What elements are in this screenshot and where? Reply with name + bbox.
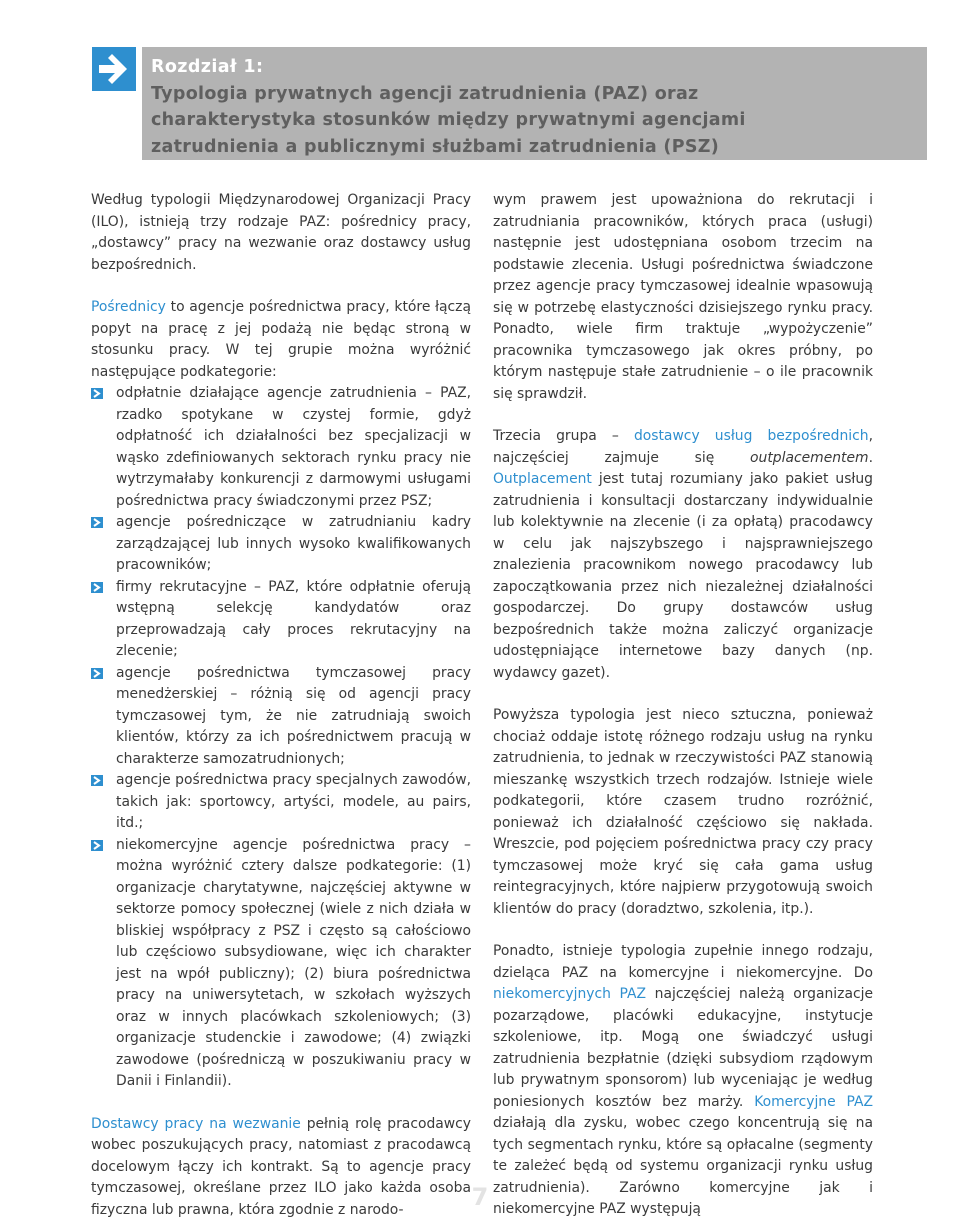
intro-paragraph: Według typologii Międzynarodowej Organizacji Pracy (ILO), istnieją trzy rodzaje PAZ: pośrednicy pracy, „dostawcy” pracy na wezwanie oraz dostawcy usług bezpośrednich. <box>91 190 471 276</box>
bullet-arrow-icon <box>91 775 103 786</box>
list-item <box>91 577 471 663</box>
term-outplacement: Outplacement <box>493 471 592 487</box>
third-group-paragraph <box>493 426 873 684</box>
continuation-paragraph: wym prawem jest upoważniona do rekrutacji i zatrudniania pracowników, których praca (usługi) następnie jest udostępniana osobom trzecim na podstawie zlecenia. Usługi pośrednictwa świadczone przez agencje pracy tymczasowej idealnie wpasowują się w potrzebę elastyczności dzisiejszego rynku pracy. Ponadto, wiele firm traktuje „wypożyczenie” pracownika tymczasowego jak okres próbny, po którym następuje stałe zatrudnienie – o ile pracownik się sprawdził. <box>493 190 873 405</box>
bullet-arrow-icon <box>91 582 103 593</box>
commercial-text-c: działają dla zysku, wobec czego koncentrują się na tych segmentach rynku, które są opłacalne (segmenty te zależeć będą od systemu organizacji rynku usług zatrudnienia). Zarówno komercyjne jak i niekomercyjne PAZ występują <box>493 1115 873 1217</box>
list-item <box>91 512 471 577</box>
commercial-paragraph <box>493 941 873 1221</box>
third-group-text-c: . <box>869 450 873 466</box>
list-item-text: agencje pośrednictwa tymczasowej pracy menedżerskiej – różnią się od agencji pracy tymczasowej tym, że nie zatrudniają swoich klientów, którzy za ich pośrednictwem pracują w charakterze samozatrudnionych; <box>116 665 471 767</box>
chapter-title: Typologia prywatnych agencji zatrudnienia (PAZ) oraz charakterystyka stosunków między prywatnymi agencjami zatrudnienia a publicznymi służbami zatrudnienia (PSZ) <box>151 81 921 161</box>
third-group-text-a: Trzecia grupa – <box>493 428 634 444</box>
bullet-arrow-icon <box>91 840 103 851</box>
typology-paragraph: Powyższa typologia jest nieco sztuczna, ponieważ chociaż oddaje istotę różnego rodzaju usług na rynku zatrudnienia, to jednak w rzeczywistości PAZ stanowią mieszankę wszystkich trzech rodzajów. Istnieje wiele podkategorii, które czasem trudno rozróżnić, ponieważ ich działalność częściowo się nakłada. Wreszcie, pod pojęciem pośrednictwa pracy czy pracy tymczasowej może kryć się cała gama usług reintegracyjnych, które najpierw przygotowują swoich klientów do pracy (doradztwo, szkolenia, itp.). <box>493 705 873 920</box>
arrow-right-icon <box>97 54 131 84</box>
right-column <box>493 190 873 1221</box>
subcategory-list <box>91 383 471 1093</box>
third-group-text-b: , najczęściej zajmuje się <box>493 428 873 466</box>
term-dostawcy-uslug: dostawcy usług bezpośrednich <box>634 428 869 444</box>
term-niekomercyjne: niekomercyjnych PAZ <box>493 986 646 1002</box>
list-item <box>91 663 471 771</box>
posrednicy-text: to agencje pośrednictwa pracy, które łączą popyt na pracę z jej podażą nie będąc stroną w stosunku pracy. W tej grupie można wyróżnić następujące podkategorie: <box>91 299 471 380</box>
list-item-text: firmy rekrutacyjne – PAZ, które odpłatnie oferują wstępną selekcję kandydatów oraz przeprowadzają cały proces rekrutacyjny na zlecenie; <box>116 579 471 660</box>
list-item-text: odpłatnie działające agencje zatrudnienia – PAZ, rzadko spotykane w czystej formie, gdyż odpłatność ich działalności bez specjalizacji w wąsko zdefiniowanych sektorach rynku pracy nie wytrzymałaby konkurencji z darmowymi usługami pośrednictwa pracy świadczonymi przez PSZ; <box>116 385 471 509</box>
list-item-text: agencje pośredniczące w zatrudnianiu kadry zarządzającej lub innych wysoko kwalifikowanych pracowników; <box>116 514 471 573</box>
bullet-arrow-icon <box>91 668 103 679</box>
left-column <box>91 190 471 1221</box>
outplacement-italic: outplacementem <box>750 450 869 466</box>
term-posrednicy: Pośrednicy <box>91 299 166 315</box>
list-item <box>91 770 471 835</box>
list-item <box>91 383 471 512</box>
dostawcy-text: pełnią rolę pracodawcy wobec poszukujących pracy, natomiast z pracodawcą docelowym łączy ich kontrakt. Są to agencje pracy tymczasowej, określane przez ILO jako każda osoba fizyczna lub prawna, która zgodnie z narodo- <box>91 1116 471 1218</box>
posrednicy-paragraph <box>91 297 471 383</box>
term-dostawcy-pracy: Dostawcy pracy na wezwanie <box>91 1116 301 1132</box>
dostawcy-paragraph <box>91 1114 471 1221</box>
chapter-arrow-icon <box>92 47 136 91</box>
commercial-text-a: Ponadto, istnieje typologia zupełnie innego rodzaju, dzieląca PAZ na komercyjne i niekomercyjne. Do <box>493 943 873 981</box>
term-komercyjne: Komercyjne PAZ <box>754 1094 873 1110</box>
list-item-text: niekomercyjne agencje pośrednictwa pracy – można wyróżnić cztery dalsze podkategorie: (1) organizacje charytatywne, najczęściej aktywne w sektorze pomocy społecznej (wiele z nich działa w bliskiej współpracy z PSZ i często są całościowo lub częściowo subsydiowane, więc ich charakter jest na wpół publiczny); (2) biura pośrednictwa pracy na uniwersytetach, w szkołach wyższych oraz w innych placówkach szkoleniowych; (3) organizacje studenckie i zawodowe; (4) związki zawodowe (pośredniczą w poszukiwaniu pracy w Danii i Finlandii). <box>116 837 471 1090</box>
bullet-arrow-icon <box>91 517 103 528</box>
list-item <box>91 835 471 1093</box>
list-item-text: agencje pośrednictwa pracy specjalnych zawodów, takich jak: sportowcy, artyści, modele, au pairs, itd.; <box>116 772 471 831</box>
third-group-text-d: jest tutaj rozumiany jako pakiet usług zatrudnienia i konsultacji dostarczany indywidualnie lub kolektywnie na zlecenie (i za opłatą) pracodawcy w celu jak najszybszego i najsprawniejszego znalezienia pracownikom nowego pracodawcy lub zapoczątkowania przez nich niezależnej działalności gospodarczej. Do grupy dostawców usług bezpośrednich także można zaliczyć organizacje udostępniające internetowe bazy danych (np. wydawcy gazet). <box>493 471 873 681</box>
commercial-text-b: najczęściej należą organizacje pozarządowe, placówki edukacyjne, instytucje szkoleniowe, itp. Mogą one świadczyć usługi zatrudnienia bezpłatnie (dzięki subsydiom rządowym lub prywatnym sponsorom) lub wyceniając je według poniesionych kosztów bez marży. <box>493 986 873 1110</box>
page-number: 7 <box>462 1183 498 1211</box>
chapter-heading <box>151 54 921 160</box>
chapter-label: Rozdział 1: <box>151 54 921 81</box>
bullet-arrow-icon <box>91 388 103 399</box>
